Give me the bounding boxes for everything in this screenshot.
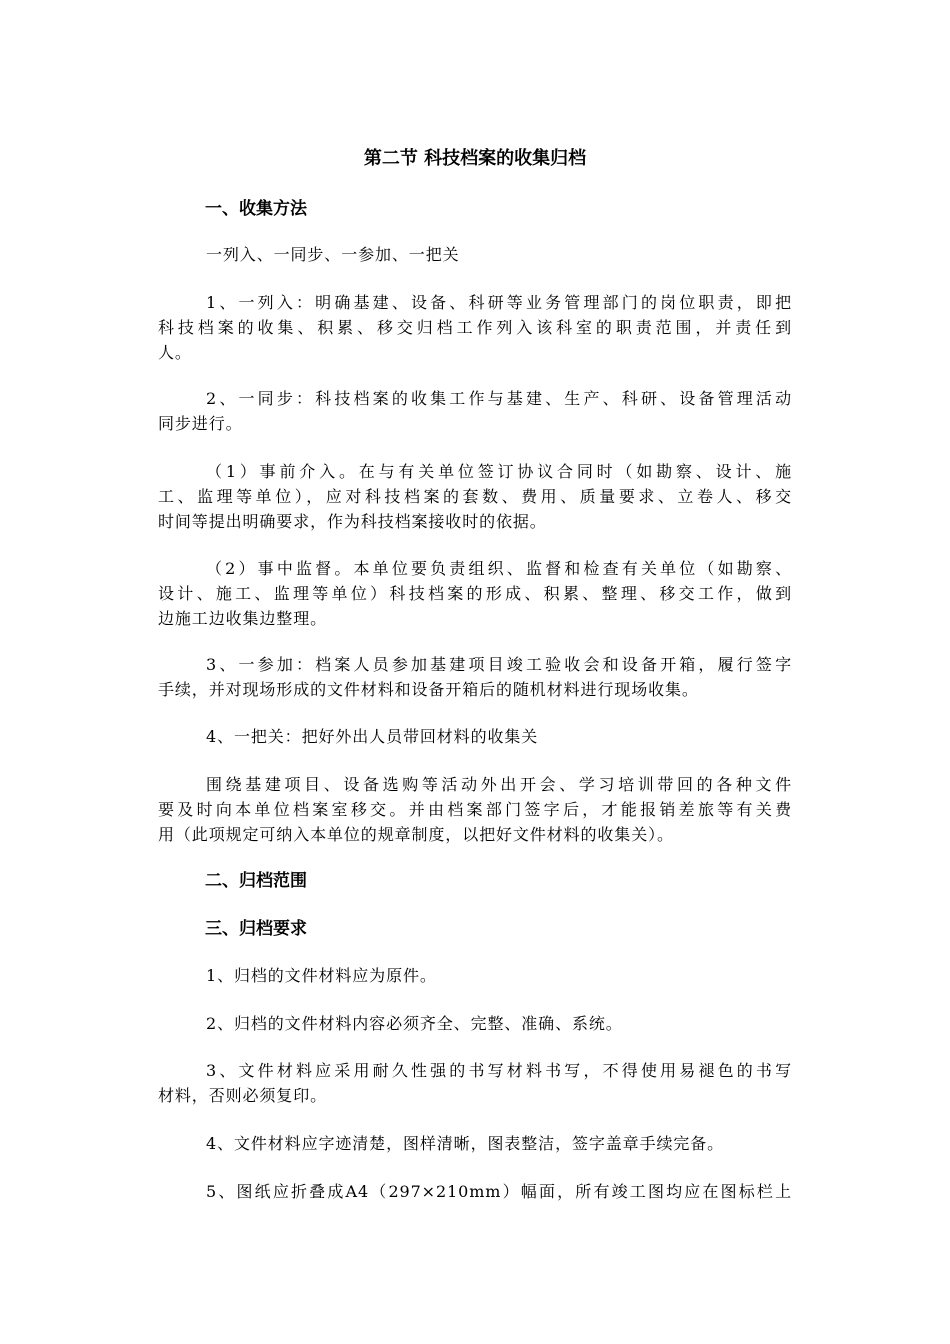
requirement-two [158,1011,792,1036]
requirement-four [158,1131,792,1156]
text-line: 手续，并对现场形成的文件材料和设备开箱后的随机材料进行现场收集。 [158,680,699,699]
text-line: 设计、施工、监理等单位）科技档案的形成、积累、整理、移交工作，做到 [158,584,792,603]
intro-paragraph [158,242,792,267]
section-heading-archiving-requirements: 三、归档要求 [205,919,307,939]
text-line: 1、归档的文件材料应为原件。 [206,966,437,985]
text-line: 5、图纸应折叠成A4（297×210mm）幅面，所有竣工图均应在图标栏上 [206,1182,792,1201]
text-line: 2、一同步：科技档案的收集工作与基建、生产、科研、设备管理活动 [206,389,792,408]
text-line: 时间等提出明确要求，作为科技档案接收时的依据。 [158,512,547,531]
text-line: 4、文件材料应字迹清楚，图样清晰，图表整洁，签字盖章手续完备。 [206,1134,725,1153]
paragraph-prior-intervention [158,459,792,534]
text-line: 边施工边收集边整理。 [158,609,328,628]
text-line: 工、监理等单位），应对科技档案的套数、费用、质量要求、立卷人、移交 [158,487,792,506]
section-heading-archiving-scope: 二、归档范围 [205,871,307,891]
text-line: 3、一参加：档案人员参加基建项目竣工验收会和设备开箱，履行签字 [206,655,792,674]
text-line: 要及时向本单位档案室移交。并由档案部门签字后，才能报销差旅等有关费 [158,800,792,819]
text-line: 2、归档的文件材料内容必须齐全、完整、准确、系统。 [206,1014,623,1033]
paragraph-travel-materials [158,772,792,847]
paragraph-one-listing [158,290,792,365]
text-line: （1）事前介入。在与有关单位签订协议合同时（如勘察、设计、施 [206,462,792,481]
text-line: 一列入、一同步、一参加、一把关 [206,245,460,264]
requirement-five [158,1179,792,1204]
paragraph-two-synchronization [158,386,792,436]
text-line: 围绕基建项目、设备选购等活动外出开会、学习培训带回的各种文件 [206,775,792,794]
text-line: 用（此项规定可纳入本单位的规章制度，以把好文件材料的收集关）。 [158,825,674,844]
requirement-one [158,963,792,988]
requirement-three [158,1058,792,1108]
text-line: 同步进行。 [158,414,243,433]
section-heading-collection-methods: 一、收集方法 [205,199,307,219]
text-line: 材料，否则必须复印。 [158,1086,328,1105]
text-line: 4、一把关：把好外出人员带回材料的收集关 [206,727,539,746]
text-line: 人。 [158,343,192,362]
text-line: 3、文件材料应采用耐久性强的书写材料书写，不得使用易褪色的书写 [206,1061,792,1080]
text-line: 科技档案的收集、积累、移交归档工作列入该科室的职责范围，并责任到 [158,318,792,337]
paragraph-in-process-supervision [158,556,792,631]
text-line: （2）事中监督。本单位要负责组织、监督和检查有关单位（如勘察、 [206,559,792,578]
paragraph-four-checkpoint [158,724,792,749]
text-line: 1、一列入：明确基建、设备、科研等业务管理部门的岗位职责，即把 [206,293,792,312]
paragraph-three-participation [158,652,792,702]
page-title: 第二节 科技档案的收集归档 [363,148,587,169]
